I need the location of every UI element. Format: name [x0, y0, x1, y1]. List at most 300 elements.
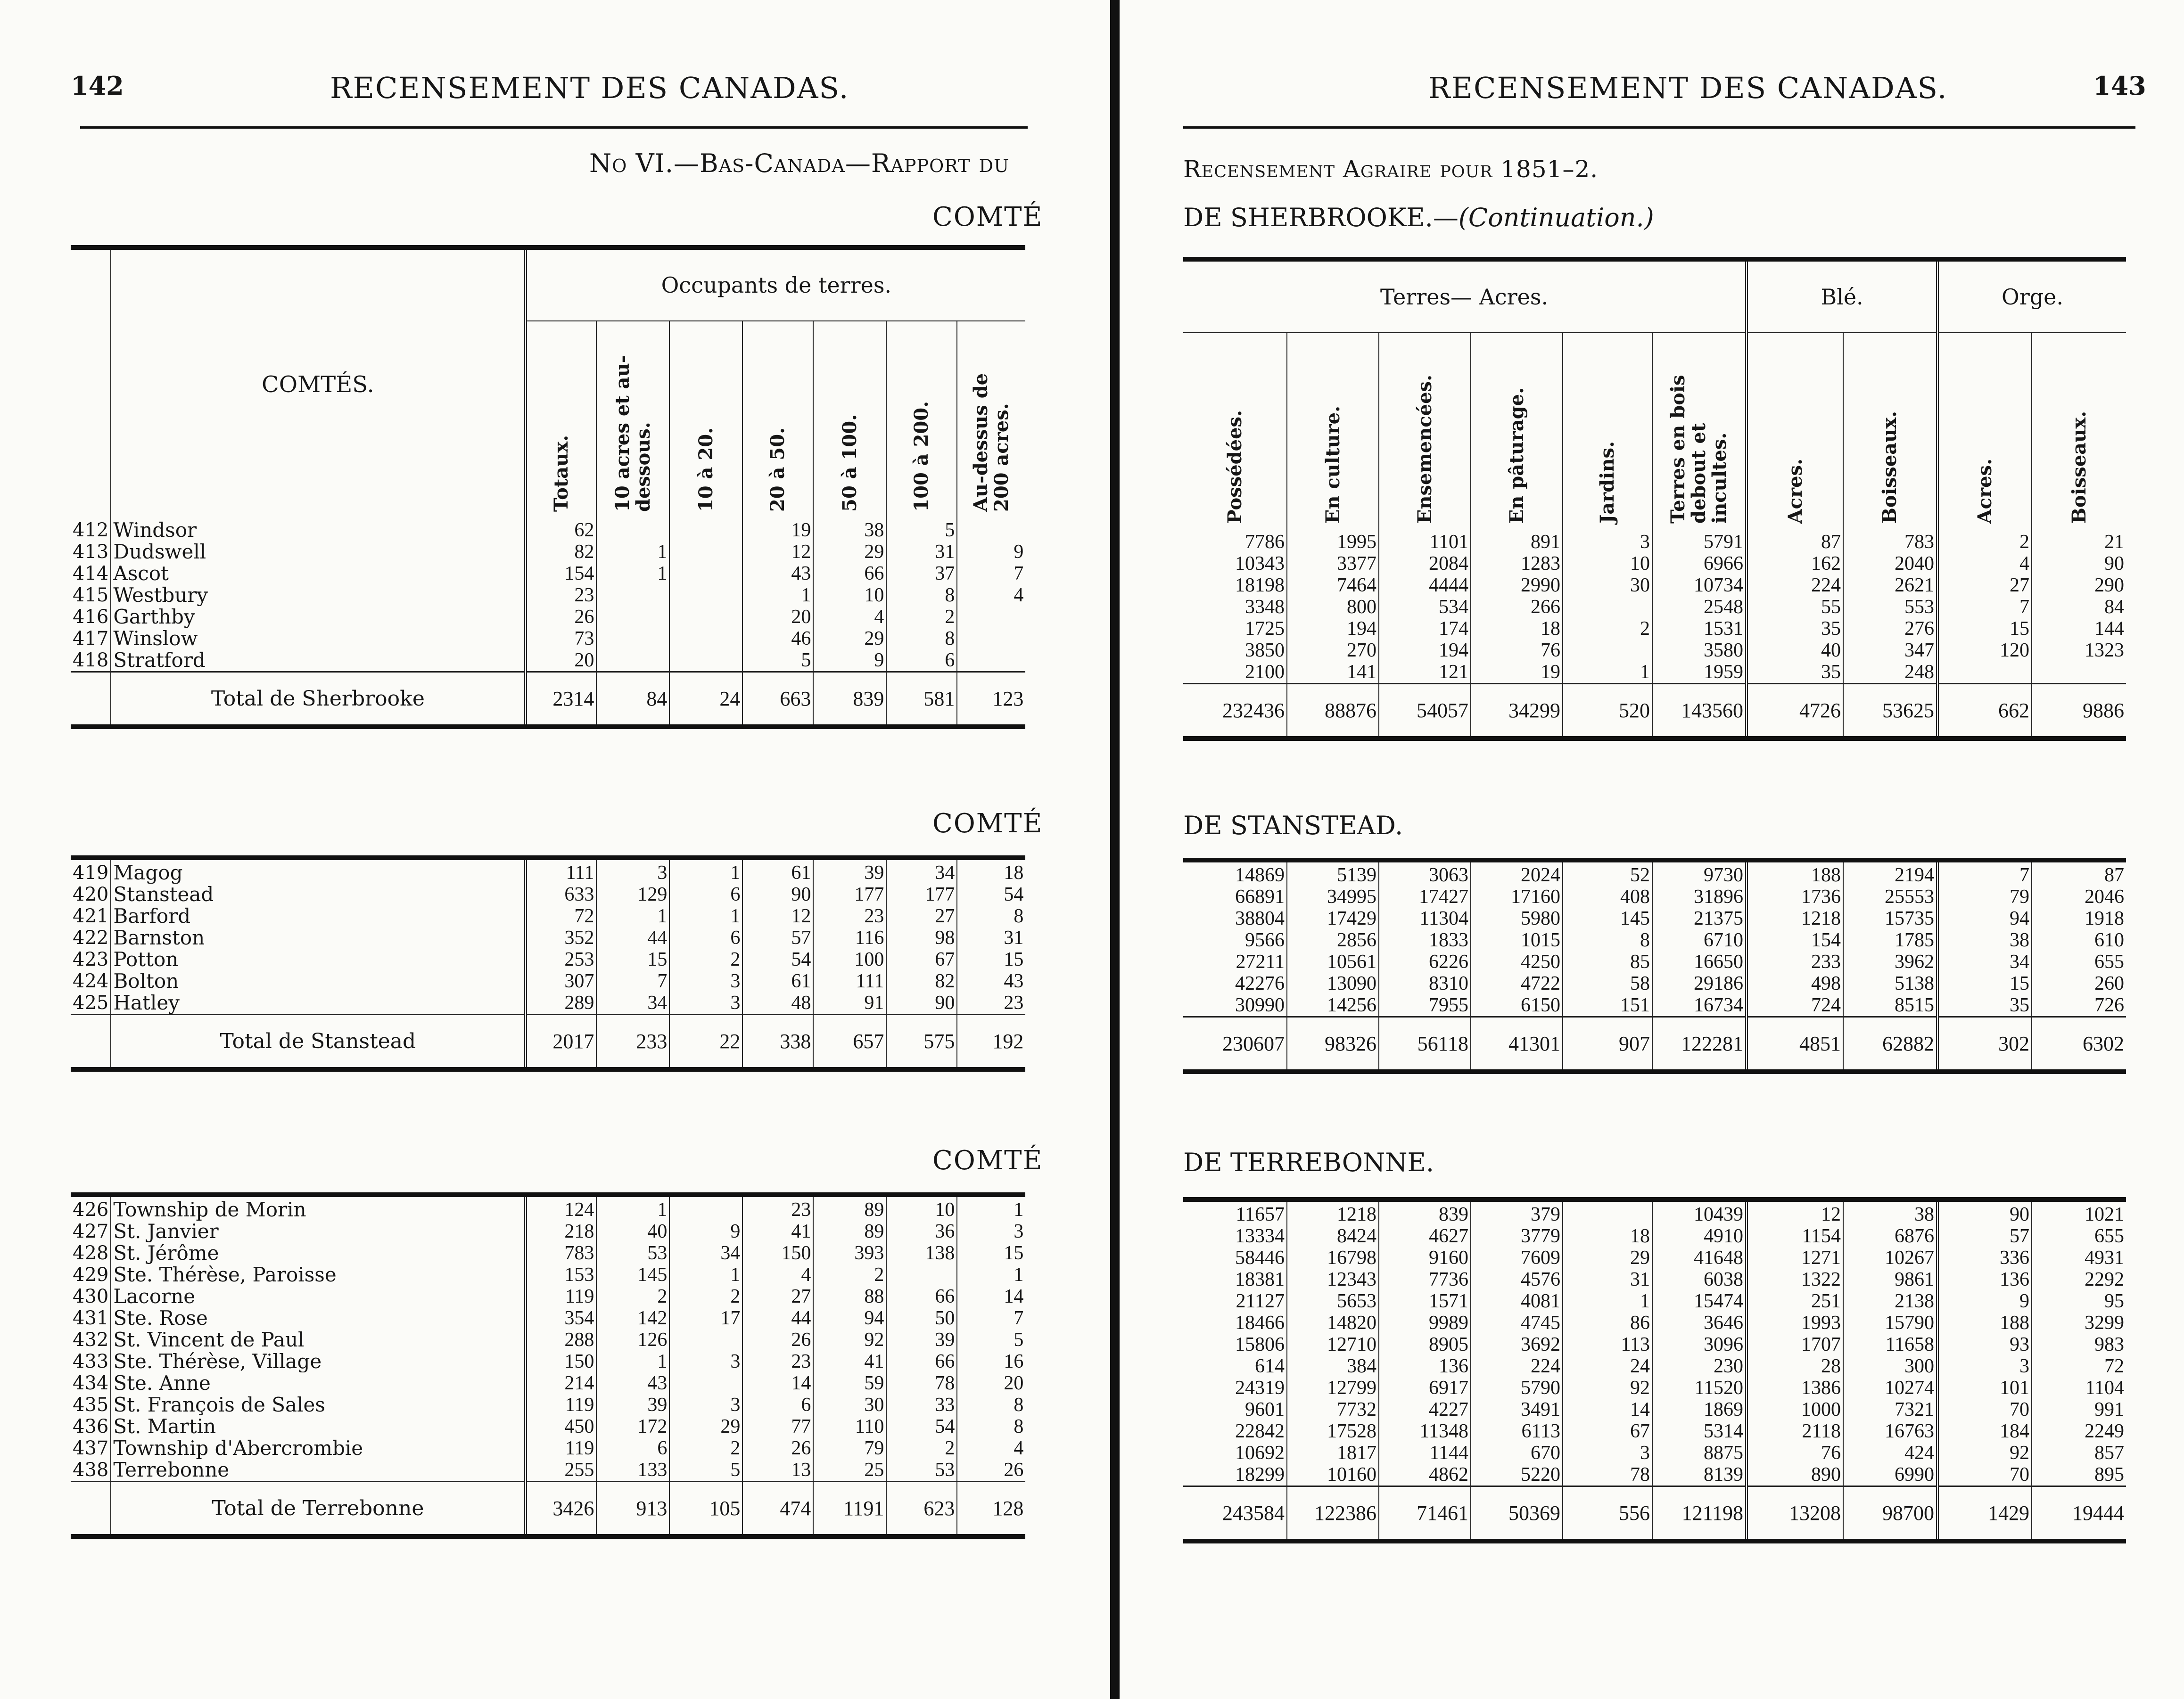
cell-value: 233 [1747, 951, 1843, 973]
cell-value: 9160 [1379, 1247, 1471, 1269]
table-row [71, 1459, 1025, 1482]
cell-value [669, 1199, 742, 1221]
table-row [71, 584, 1025, 606]
total-value: 2314 [526, 672, 596, 727]
cell-value: 11348 [1379, 1420, 1471, 1442]
cell-value: 4862 [1379, 1464, 1471, 1486]
table-row [71, 1199, 1025, 1221]
cell-value: 126 [596, 1329, 669, 1351]
column-header-text: Jardins. [1596, 441, 1618, 524]
right-section-sherbrooke [1183, 257, 2126, 741]
cell-value: 270 [1287, 640, 1379, 661]
cell-value: 144 [2032, 618, 2126, 640]
cell-value: 10561 [1287, 951, 1379, 973]
cell-value: 1 [742, 584, 813, 606]
cell-value: 12 [742, 905, 813, 927]
cell-value: 10 [813, 584, 886, 606]
cell-value [669, 606, 742, 628]
table-row [71, 1437, 1025, 1459]
cell-value: 1993 [1747, 1312, 1843, 1334]
total-row [1183, 684, 2126, 739]
cell-value: 8424 [1287, 1225, 1379, 1247]
cell-value: 3 [669, 1351, 742, 1372]
cell-value: 15 [596, 949, 669, 970]
row-name: Ascot [111, 563, 526, 584]
ble-group-header: Blé. [1747, 259, 1937, 333]
column-header [2032, 333, 2126, 531]
table-row [1183, 908, 2126, 929]
column-header [1652, 333, 1747, 531]
total-value: 84 [596, 672, 669, 727]
cell-value: 9 [957, 541, 1025, 563]
table-row [71, 628, 1025, 649]
cell-value: 113 [1563, 1334, 1652, 1355]
cell-value: 19 [742, 519, 813, 541]
cell-value: 10343 [1235, 553, 1285, 575]
cell-value: 2 [669, 1286, 742, 1307]
total-value: 122281 [1652, 1017, 1747, 1072]
cell-value: 76 [1747, 1442, 1843, 1464]
column-header [886, 321, 957, 519]
right-page [1122, 0, 2184, 1699]
cell-value: 188 [1747, 864, 1843, 886]
cell-value: 54 [886, 1416, 957, 1437]
cell-value: 34 [596, 992, 669, 1015]
row-id: 413 [73, 541, 109, 563]
cell-value [669, 519, 742, 541]
cell-value: 384 [1287, 1355, 1379, 1377]
cell-value: 1322 [1747, 1269, 1843, 1290]
cell-value: 40 [1747, 640, 1843, 661]
cell-value: 4 [742, 1264, 813, 1286]
row-name: Ste. Rose [111, 1307, 526, 1329]
cell-value: 8 [957, 905, 1025, 927]
cell-value: 2 [669, 1437, 742, 1459]
cell-value: 44 [742, 1307, 813, 1329]
cell-value: 50 [886, 1307, 957, 1329]
cell-value: 6038 [1652, 1269, 1747, 1290]
cell-value: 2856 [1287, 929, 1379, 951]
cell-value [669, 584, 742, 606]
cell-value: 1 [596, 905, 669, 927]
table-row [1183, 1269, 2126, 1290]
total-row [1183, 1017, 2126, 1072]
cell-value: 2118 [1747, 1420, 1843, 1442]
cell-value: 4250 [1471, 951, 1563, 973]
cell-value: 1 [669, 862, 742, 884]
cell-value: 1918 [2032, 908, 2126, 929]
total-value: 53625 [1843, 684, 1937, 739]
cell-value: 70 [1937, 1464, 2032, 1486]
cell-value: 1995 [1287, 531, 1379, 553]
total-value: 34299 [1471, 684, 1563, 739]
cell-value [596, 584, 669, 606]
cell-value: 2 [813, 1264, 886, 1286]
cell-value: 25 [813, 1459, 886, 1482]
cell-value: 1015 [1471, 929, 1563, 951]
cell-value: 534 [1379, 596, 1471, 618]
cell-value: 52 [1563, 864, 1652, 886]
cell-value: 33 [886, 1394, 957, 1416]
cell-value: 87 [2032, 864, 2126, 886]
total-value: 19444 [2032, 1486, 2126, 1542]
cell-value: 6990 [1843, 1464, 1937, 1486]
row-id: 425 [73, 992, 109, 1014]
table-row [1183, 1377, 2126, 1399]
header-rule-left [80, 126, 1028, 129]
column-header [526, 321, 596, 519]
row-name: Potton [111, 949, 526, 970]
cell-value: 28 [1747, 1355, 1843, 1377]
cell-value: 38 [1843, 1204, 1937, 1225]
table-row [71, 649, 1025, 672]
row-name: Township de Morin [111, 1199, 526, 1221]
cell-value: 31 [886, 541, 957, 563]
comte-label-3: COMTÉ [932, 1145, 1043, 1176]
cell-value: 1817 [1287, 1442, 1379, 1464]
cell-value: 7736 [1379, 1269, 1471, 1290]
cell-value: 424 [1843, 1442, 1937, 1464]
total-value: 123 [957, 672, 1025, 727]
cell-value: 783 [1843, 531, 1937, 553]
cell-value: 1 [596, 1351, 669, 1372]
cell-value: 8 [957, 1416, 1025, 1437]
cell-value: 38 [1937, 929, 2032, 951]
cell-value: 5314 [1652, 1420, 1747, 1442]
cell-value: 41 [813, 1351, 886, 1372]
column-header-text: 50 à 100. [838, 414, 861, 512]
cell-value: 61 [742, 970, 813, 992]
total-label: Total de Stanstead [111, 1015, 526, 1070]
cell-value: 87 [1747, 531, 1843, 553]
cell-value: 177 [886, 884, 957, 905]
table-row [71, 1329, 1025, 1351]
cell-value: 58 [1563, 973, 1652, 994]
cell-value: 35 [1937, 994, 2032, 1017]
cell-value: 255 [526, 1459, 596, 1482]
row-name: Windsor [111, 519, 526, 541]
total-value: 98326 [1287, 1017, 1379, 1072]
cell-value: 7 [1937, 864, 2032, 886]
cell-value: 145 [1563, 908, 1652, 929]
cell-value: 98 [886, 927, 957, 949]
cell-value: 9 [1937, 1290, 2032, 1312]
cell-value: 172 [596, 1416, 669, 1437]
cell-value [1937, 661, 2032, 684]
cell-value: 20 [957, 1372, 1025, 1394]
cell-value [596, 649, 669, 672]
cell-value: 2 [1937, 531, 2032, 553]
row-name: Ste. Thérèse, Paroisse [111, 1264, 526, 1286]
cell-value: 8 [957, 1394, 1025, 1416]
cell-value: 4 [813, 606, 886, 628]
cell-value: 10 [1563, 553, 1652, 575]
total-value: 662 [1937, 684, 2032, 739]
cell-value: 1707 [1747, 1334, 1843, 1355]
cell-value: 53 [596, 1242, 669, 1264]
cell-value: 150 [526, 1351, 596, 1372]
cell-value: 29 [669, 1416, 742, 1437]
column-header-text: Ensemencées. [1413, 374, 1436, 524]
cell-value: 7786 [1245, 531, 1285, 553]
cell-value: 79 [1937, 886, 2032, 908]
cell-value: 655 [2032, 951, 2126, 973]
cell-value: 8310 [1379, 973, 1471, 994]
cell-value: 347 [1843, 640, 1937, 661]
cell-value: 41 [742, 1221, 813, 1242]
table-row [71, 970, 1025, 992]
cell-value: 92 [1937, 1442, 2032, 1464]
row-id: 437 [73, 1437, 109, 1459]
total-value: 474 [742, 1482, 813, 1537]
cell-value: 59 [813, 1372, 886, 1394]
cell-value: 1 [596, 563, 669, 584]
total-value: 71461 [1379, 1486, 1471, 1542]
cell-value: 15 [1937, 618, 2032, 640]
cell-value: 82 [526, 541, 596, 563]
cell-value: 5 [886, 519, 957, 541]
row-name: St. Janvier [111, 1221, 526, 1242]
total-value: 24 [669, 672, 742, 727]
cell-value [957, 649, 1025, 672]
cell-value: 39 [596, 1394, 669, 1416]
cell-value: 1000 [1747, 1399, 1843, 1420]
row-name: Lacorne [111, 1286, 526, 1307]
cell-value: 21 [2032, 531, 2126, 553]
cell-value: 15790 [1843, 1312, 1937, 1334]
column-header [596, 321, 669, 519]
cell-value [957, 606, 1025, 628]
cell-value: 26 [526, 606, 596, 628]
cell-value: 61 [742, 862, 813, 884]
cell-value: 16 [957, 1351, 1025, 1372]
cell-value: 3 [957, 1221, 1025, 1242]
column-header [813, 321, 886, 519]
table-row [71, 519, 1025, 541]
cell-value: 23 [526, 584, 596, 606]
cell-value: 290 [2032, 575, 2126, 596]
cell-value: 1 [596, 1199, 669, 1221]
table-row [71, 927, 1025, 949]
total-value: 302 [1937, 1017, 2032, 1072]
total-value: 243584 [1183, 1486, 1287, 1542]
cell-value: 18299 [1235, 1464, 1285, 1486]
cell-value: 1725 [1245, 618, 1285, 640]
row-id: 426 [73, 1199, 109, 1221]
cell-value: 1218 [1747, 908, 1843, 929]
cell-value: 3 [1563, 531, 1652, 553]
column-header-text: 100 à 200. [910, 401, 933, 512]
cell-value: 25553 [1843, 886, 1937, 908]
cell-value: 44 [596, 927, 669, 949]
cell-value: 379 [1471, 1204, 1563, 1225]
cell-value [1563, 1204, 1652, 1225]
total-value: 98700 [1843, 1486, 1937, 1542]
row-name: Magog [111, 862, 526, 884]
total-value: 128 [957, 1482, 1025, 1537]
cell-value: 18 [1563, 1225, 1652, 1247]
row-name: St. Vincent de Paul [111, 1329, 526, 1351]
cell-value [957, 519, 1025, 541]
cell-value: 174 [1379, 618, 1471, 640]
cell-value: 2621 [1843, 575, 1937, 596]
cell-value: 5 [957, 1329, 1025, 1351]
column-header-text: Au-dessus de 200 acres. [970, 373, 1013, 512]
cell-value: 4444 [1379, 575, 1471, 596]
cell-value: 110 [813, 1416, 886, 1437]
cell-value: 72 [526, 905, 596, 927]
cell-value: 16763 [1843, 1420, 1937, 1442]
cell-value: 3646 [1652, 1312, 1747, 1334]
cell-value: 23 [813, 905, 886, 927]
cell-value: 37 [886, 563, 957, 584]
cell-value: 27 [886, 905, 957, 927]
total-value: 54057 [1379, 684, 1471, 739]
cell-value: 57 [1937, 1225, 2032, 1247]
cell-value: 2 [596, 1286, 669, 1307]
cell-value: 54 [742, 949, 813, 970]
cell-value: 8 [886, 628, 957, 649]
cell-value: 29186 [1652, 973, 1747, 994]
cell-value: 6226 [1379, 951, 1471, 973]
cell-value [596, 606, 669, 628]
subtitle-right [1183, 203, 1654, 232]
cell-value: 1 [1563, 661, 1652, 684]
cell-value: 39 [813, 862, 886, 884]
cell-value: 289 [526, 992, 596, 1015]
total-value: 3426 [526, 1482, 596, 1537]
left-table [71, 1192, 1025, 1539]
cell-value: 450 [526, 1416, 596, 1437]
column-header-text: Acres. [1974, 458, 1996, 524]
cell-value: 7 [1937, 596, 2032, 618]
cell-value: 6 [669, 927, 742, 949]
total-value: 232436 [1183, 684, 1287, 739]
cell-value: 10 [886, 1199, 957, 1221]
column-header [1183, 333, 1287, 531]
row-id: 438 [73, 1459, 109, 1481]
cell-value: 9 [813, 649, 886, 672]
row-name: Ste. Anne [111, 1372, 526, 1394]
cell-value: 300 [1843, 1355, 1937, 1377]
total-value: 663 [742, 672, 813, 727]
cell-value: 39 [886, 1329, 957, 1351]
row-id: 429 [73, 1264, 109, 1286]
cell-value: 5138 [1843, 973, 1937, 994]
book-gutter [1110, 0, 1120, 1699]
table-row [71, 1394, 1025, 1416]
cell-value: 2040 [1843, 553, 1937, 575]
cell-value: 26 [742, 1329, 813, 1351]
total-value: 623 [886, 1482, 957, 1537]
cell-value: 4 [957, 584, 1025, 606]
cell-value: 4627 [1379, 1225, 1471, 1247]
table-row [1183, 951, 2126, 973]
cell-value: 2 [886, 1437, 957, 1459]
total-row [71, 672, 1025, 727]
cell-value: 91 [813, 992, 886, 1015]
cell-value: 16650 [1652, 951, 1747, 973]
cell-value: 3 [1937, 1355, 2032, 1377]
cell-value: 41648 [1652, 1247, 1747, 1269]
cell-value: 43 [957, 970, 1025, 992]
cell-value: 36 [886, 1221, 957, 1242]
cell-value: 10692 [1235, 1442, 1285, 1464]
cell-value: 9601 [1245, 1399, 1285, 1420]
cell-value: 34 [669, 1242, 742, 1264]
column-header [1471, 333, 1563, 531]
cell-value: 141 [1287, 661, 1379, 684]
cell-value: 2100 [1245, 661, 1285, 683]
cell-value: 18 [1471, 618, 1563, 640]
cell-value: 9566 [1245, 929, 1285, 951]
cell-value: 94 [1937, 908, 2032, 929]
row-id: 414 [73, 563, 109, 584]
row-name: Barnston [111, 927, 526, 949]
total-row [71, 1015, 1025, 1070]
cell-value: 6876 [1843, 1225, 1937, 1247]
table-row [1183, 1225, 2126, 1247]
cell-value: 151 [1563, 994, 1652, 1017]
row-name: Ste. Thérèse, Village [111, 1351, 526, 1372]
cell-value: 5139 [1287, 864, 1379, 886]
cell-value [669, 1372, 742, 1394]
row-name: Garthby [111, 606, 526, 628]
cell-value: 35 [1747, 661, 1843, 684]
total-value: 4851 [1747, 1017, 1843, 1072]
cell-value: 90 [2032, 553, 2126, 575]
comte-label-2: COMTÉ [932, 808, 1043, 839]
cell-value: 9861 [1843, 1269, 1937, 1290]
cell-value: 10274 [1843, 1377, 1937, 1399]
row-name: Township d'Abercrombie [111, 1437, 526, 1459]
cell-value: 84 [2032, 596, 2126, 618]
header-rule-right [1183, 126, 2135, 129]
cell-value: 13334 [1235, 1225, 1285, 1247]
cell-value: 7609 [1471, 1247, 1563, 1269]
cell-value: 276 [1843, 618, 1937, 640]
cell-value: 8875 [1652, 1442, 1747, 1464]
cell-value: 4 [1937, 553, 2032, 575]
cell-value: 2046 [2032, 886, 2126, 908]
cell-value: 1323 [2032, 640, 2126, 661]
cell-value: 119 [526, 1437, 596, 1459]
cell-value: 14820 [1287, 1312, 1379, 1334]
cell-value: 1104 [2032, 1377, 2126, 1399]
table-row [71, 949, 1025, 970]
cell-value: 5653 [1287, 1290, 1379, 1312]
cell-value: 393 [813, 1242, 886, 1264]
total-value: 839 [813, 672, 886, 727]
cell-value: 145 [596, 1264, 669, 1286]
cell-value: 7732 [1287, 1399, 1379, 1420]
cell-value: 3 [1563, 1442, 1652, 1464]
cell-value: 2138 [1843, 1290, 1937, 1312]
cell-value: 194 [1379, 640, 1471, 661]
cell-value: 3850 [1245, 640, 1285, 661]
table-row [1183, 929, 2126, 951]
cell-value: 26 [957, 1459, 1025, 1482]
cell-value [2032, 661, 2126, 684]
column-header [1937, 333, 2032, 531]
left-table [71, 245, 1025, 729]
cell-value [957, 628, 1025, 649]
cell-value: 6150 [1471, 994, 1563, 1017]
total-value: 22 [669, 1015, 742, 1070]
cell-value: 3299 [2032, 1312, 2126, 1334]
total-value: 122386 [1287, 1486, 1379, 1542]
cell-value: 31896 [1652, 886, 1747, 908]
